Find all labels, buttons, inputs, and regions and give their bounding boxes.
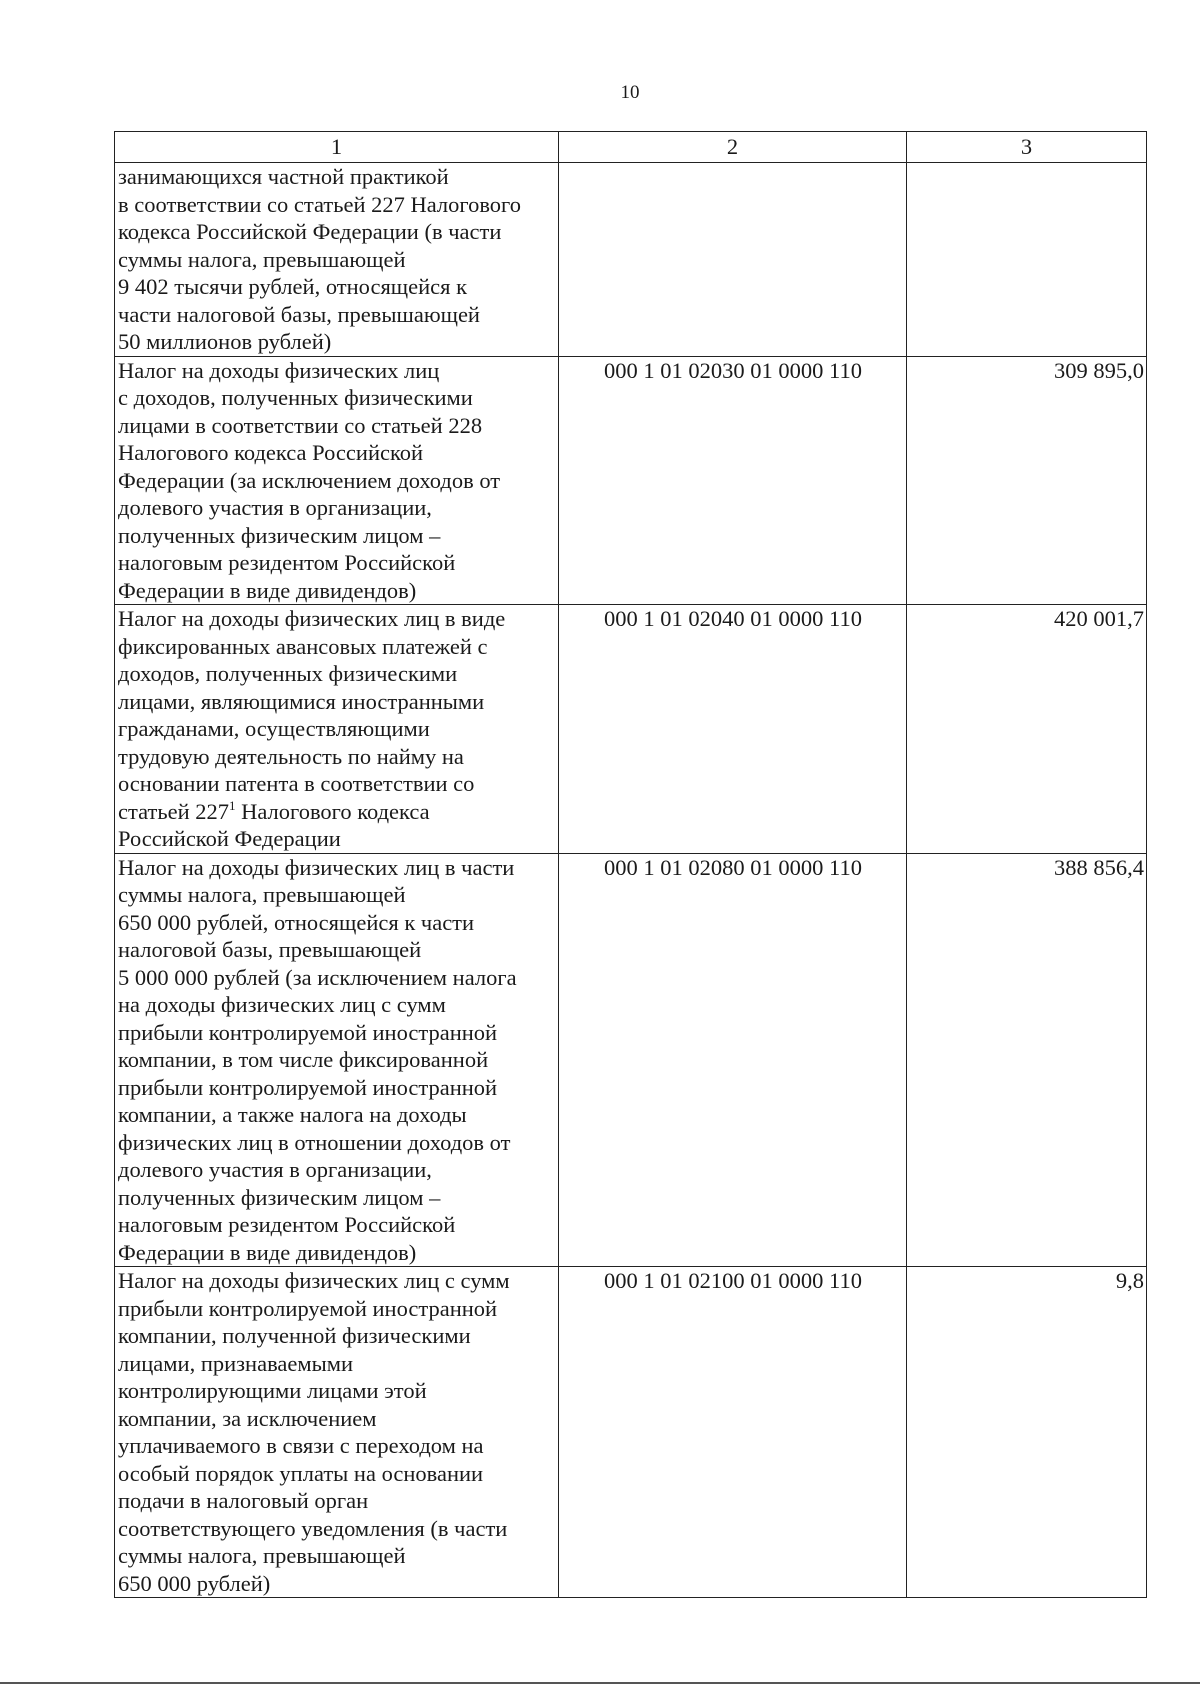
row-amount (907, 163, 1147, 357)
row-name-text: Налог на доходы физических лиц в виде фиксированных авансовых платежей с доходов, полученных физическими лицами, являющимися иностранными гражданами, осуществляющими трудовую деятельность по найму на основании патента в соответствии со статьей 227 (118, 606, 506, 824)
table-row (115, 1267, 1147, 1598)
article-superscript: 1 (229, 797, 236, 813)
row-name: занимающихся частной практикой в соответствии со статьей 227 Налогового кодекса Российской Федерации (в части суммы налога, превышающей 9 402 тысячи рублей, относящейся к части налоговой базы, превышающей 50 миллионов рублей) (115, 163, 559, 357)
row-amount: 9,8 (907, 1267, 1147, 1598)
table-row (115, 163, 1147, 357)
header-col-2: 2 (559, 132, 907, 163)
row-name-text-tail: Налогового кодекса Российской Федерации (118, 798, 430, 851)
row-name: Налог на доходы физических лиц с сумм прибыли контролируемой иностранной компании, полученной физическими лицами, признаваемыми контролирующими лицами этой компании, за исключением уплачиваемого в связи с переходом на особый порядок уплаты на основании подачи в налоговый орган соответствующего уведомления (в части суммы налога, превышающей 650 000 рублей) (115, 1267, 559, 1598)
page-number: 10 (620, 82, 640, 103)
revenue-table (114, 131, 1147, 1598)
table-row (115, 356, 1147, 605)
row-code: 000 1 01 02030 01 0000 110 (559, 356, 907, 605)
header-col-1: 1 (115, 132, 559, 163)
table-body (115, 163, 1147, 1598)
table-row (115, 605, 1147, 854)
row-amount: 309 895,0 (907, 356, 1147, 605)
row-name: Налог на доходы физических лиц с доходов, полученных физическими лицами в соответствии со статьей 228 Налогового кодекса Российской Федерации (за исключением доходов от долевого участия в организации, полученных физическим лицом – налоговым резидентом Российской Федерации в виде дивидендов) (115, 356, 559, 605)
table-row (115, 853, 1147, 1267)
row-code: 000 1 01 02040 01 0000 110 (559, 605, 907, 854)
table-header (115, 132, 1147, 163)
header-row (115, 132, 1147, 163)
page-bottom-rule (0, 1682, 1200, 1684)
row-code (559, 163, 907, 357)
row-code: 000 1 01 02080 01 0000 110 (559, 853, 907, 1267)
row-amount: 420 001,7 (907, 605, 1147, 854)
row-name: Налог на доходы физических лиц в части суммы налога, превышающей 650 000 рублей, относящейся к части налоговой базы, превышающей 5 000 000 рублей (за исключением налога на доходы физических лиц с сумм прибыли контролируемой иностранной компании, в том числе фиксированной прибыли контролируемой иностранной компании, а также налога на доходы физических лиц в отношении доходов от долевого участия в организации, полученных физическим лицом – налоговым резидентом Российской Федерации в виде дивидендов) (115, 853, 559, 1267)
row-code: 000 1 01 02100 01 0000 110 (559, 1267, 907, 1598)
row-name (115, 605, 559, 854)
row-amount: 388 856,4 (907, 853, 1147, 1267)
header-col-3: 3 (907, 132, 1147, 163)
